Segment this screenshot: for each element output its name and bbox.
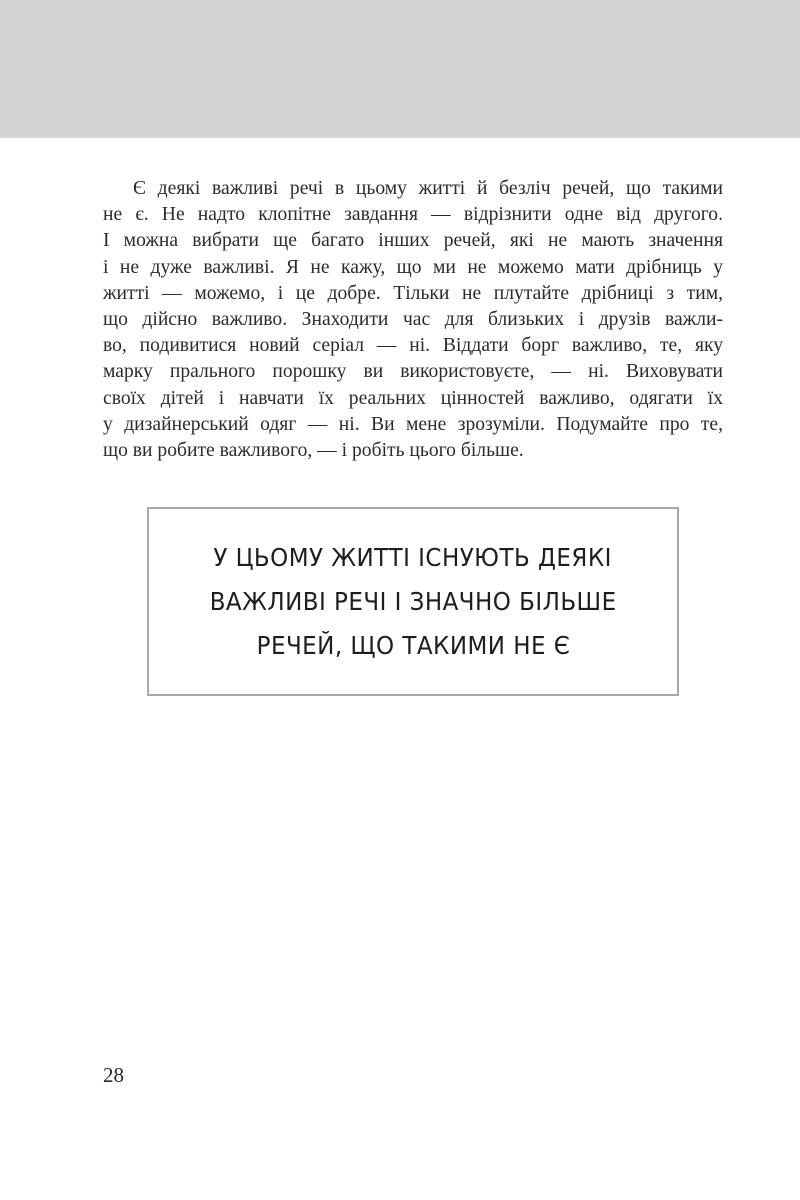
pull-quote-box xyxy=(147,507,679,696)
paragraph-line: марку прального порошку ви використовуєте, — ні. Виховувати xyxy=(103,361,723,383)
paragraph-line: во, подивитися новий серіал — ні. Віддати борг важливо, те, яку xyxy=(103,335,723,357)
paragraph-line: не є. Не надто клопітне завдання — відрізнити одне від другого. xyxy=(103,204,723,226)
page-number: 28 xyxy=(103,1063,124,1087)
pull-quote-line: ВАЖЛИВІ РЕЧІ І ЗНАЧНО БІЛЬШЕ xyxy=(209,586,617,616)
paragraph-line: у дизайнерський одяг — ні. Ви мене зрозуміли. Подумайте про те, xyxy=(103,413,723,435)
pull-quote-line: РЕЧЕЙ, ЩО ТАКИМИ НЕ Є xyxy=(256,630,570,660)
body-paragraph xyxy=(103,176,723,464)
paragraph-line: і не дуже важливі. Я не кажу, що ми не можемо мати дрібниць у xyxy=(103,256,723,278)
paragraph-line: І можна вибрати ще багато інших речей, які не мають значення xyxy=(103,230,723,252)
header-band xyxy=(0,0,800,138)
paragraph-line: що дійсно важливо. Знаходити час для близьких і друзів важли- xyxy=(103,309,723,331)
paragraph-line: своїх дітей і навчати їх реальних цінностей важливо, одягати їх xyxy=(103,387,723,409)
pull-quote-line: У ЦЬОМУ ЖИТТІ ІСНУЮТЬ ДЕЯКІ xyxy=(213,542,613,572)
paragraph-line: що ви робите важливого, — і робіть цього більше. xyxy=(103,440,524,462)
paragraph-line: Є деякі важливі речі в цьому житті й безліч речей, що такими xyxy=(133,178,723,199)
paragraph-line: житті — можемо, і це добре. Тільки не плутайте дрібниці з тим, xyxy=(103,282,723,304)
